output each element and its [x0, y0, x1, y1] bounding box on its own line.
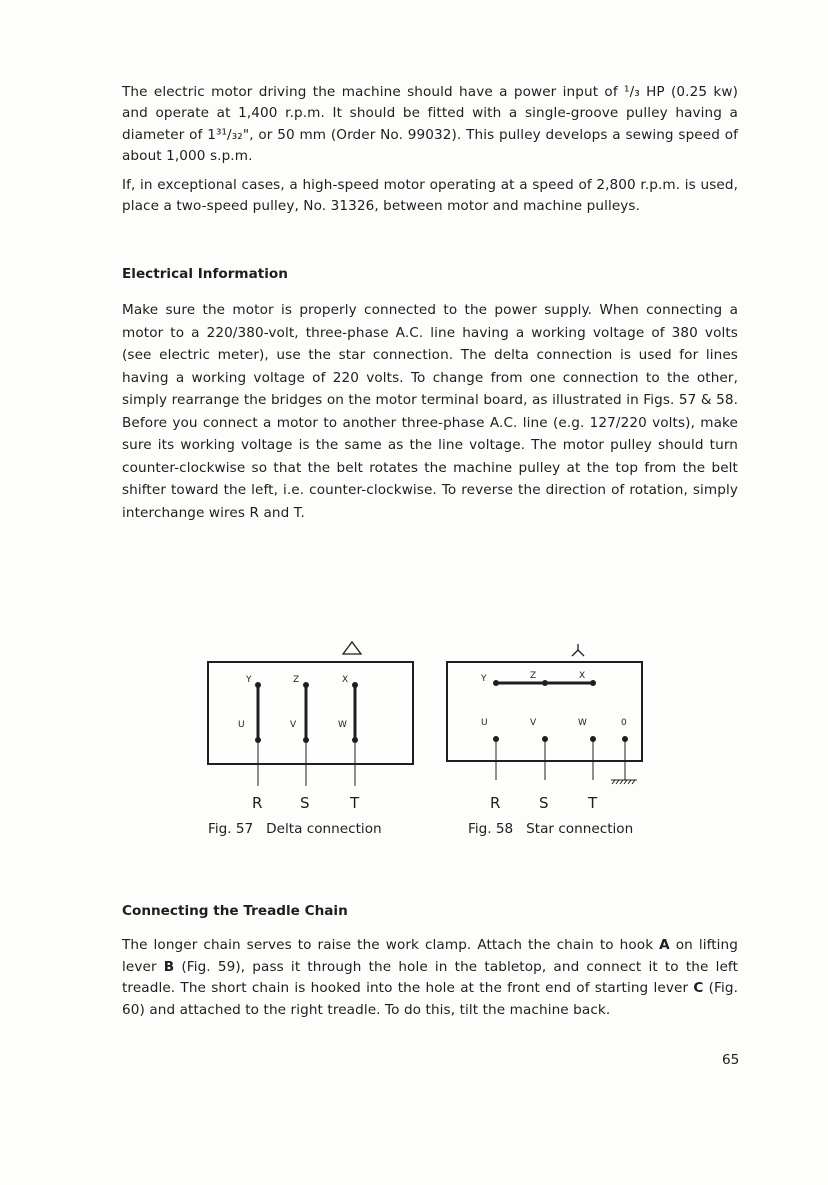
paragraph-electrical-info: Make sure the motor is properly connected to the power supply. When connecting a motor to a 220/380-volt, three-phase A.C. line having a working voltage of 380 volts (see electric meter), use the star connection. The delta connection is used for lines having a working voltage of 220 volts. To change from one connection to the other, simply rearrange the bridges on the motor terminal board, as illustrated in Figs. 57 & 58. Before you connect a motor to another three-phase A.C. line (e.g. 127/220 volts), make sure its working voltage is the same as the line voltage. The motor pulley should turn counter-clockwise so that the belt rotates the machine pulley at the top from the belt shifter toward the left, i.e. counter-clockwise. To reverse the direction of rotation, simply interchange wires R and T. [122, 302, 738, 521]
paragraph-high-speed-motor: If, in exceptional cases, a high-speed motor operating at a speed of 2,800 r.p.m. is used, place a two-speed pulley, No. 31326, between motor and machine pulleys. [122, 177, 738, 215]
paragraph-treadle-chain [122, 935, 738, 1021]
fig58-star-diagram [447, 644, 642, 812]
label-lever-c: C [693, 980, 704, 996]
fig58-caption: Fig. 58 Star connection [468, 821, 634, 837]
star-symbol-icon [572, 644, 584, 656]
terminal-label: V [290, 720, 297, 730]
text-run: The longer chain serves to raise the work clamp. Attach the chain to hook [122, 937, 660, 953]
terminal-label: Z [293, 675, 300, 685]
text-run: (Fig. 59), pass it through the hole in the tabletop, and connect it to the left treadle. The short chain is hooked into the hole at the front end of starting lever [122, 958, 738, 996]
line-label: T [350, 794, 360, 812]
line-label: S [300, 794, 310, 812]
page-number: 65 [722, 1052, 740, 1068]
text-run: on lifting lever [122, 937, 738, 975]
fig57-delta-diagram [208, 642, 413, 812]
paragraph-motor-specs: The electric motor driving the machine should have a power input of ¹/₃ HP (0.25 kw) and operate at 1,400 r.p.m. It should be fitted with a single-groove pulley having a diameter of 1³¹/₃₂", or 50 mm (Order No. 99032). This pulley develops a sewing speed of about 1,000 s.p.m. [122, 84, 738, 164]
terminal-label: 0 [621, 718, 627, 728]
wiring-diagrams [0, 620, 828, 820]
terminal-label: Z [530, 671, 537, 681]
label-lever-b: B [163, 958, 175, 975]
fig57-caption: Fig. 57 Delta connection [208, 821, 382, 837]
terminal-label: W [578, 718, 587, 728]
text-run: (Fig. 60) and attached to the right treadle. To do this, tilt the machine back. [122, 980, 739, 1018]
terminal-label: Y [246, 675, 252, 685]
terminal-label: U [238, 720, 245, 730]
terminal-label: W [338, 720, 347, 730]
terminal-label: Y [481, 674, 487, 684]
line-label: T [588, 794, 598, 812]
label-hook-a: A [659, 937, 670, 953]
line-label: S [539, 794, 549, 812]
line-label: R [490, 794, 501, 812]
line-label: R [252, 794, 263, 812]
heading-electrical-information: Electrical Information [122, 266, 288, 282]
terminal-label: X [579, 671, 586, 681]
ground-icon [612, 780, 635, 784]
delta-symbol-icon [343, 642, 361, 654]
terminal-label: X [342, 675, 349, 685]
terminal-label: V [530, 718, 537, 728]
terminal-board [208, 662, 413, 764]
heading-treadle-chain: Connecting the Treadle Chain [122, 903, 348, 919]
terminal-label: U [481, 718, 488, 728]
